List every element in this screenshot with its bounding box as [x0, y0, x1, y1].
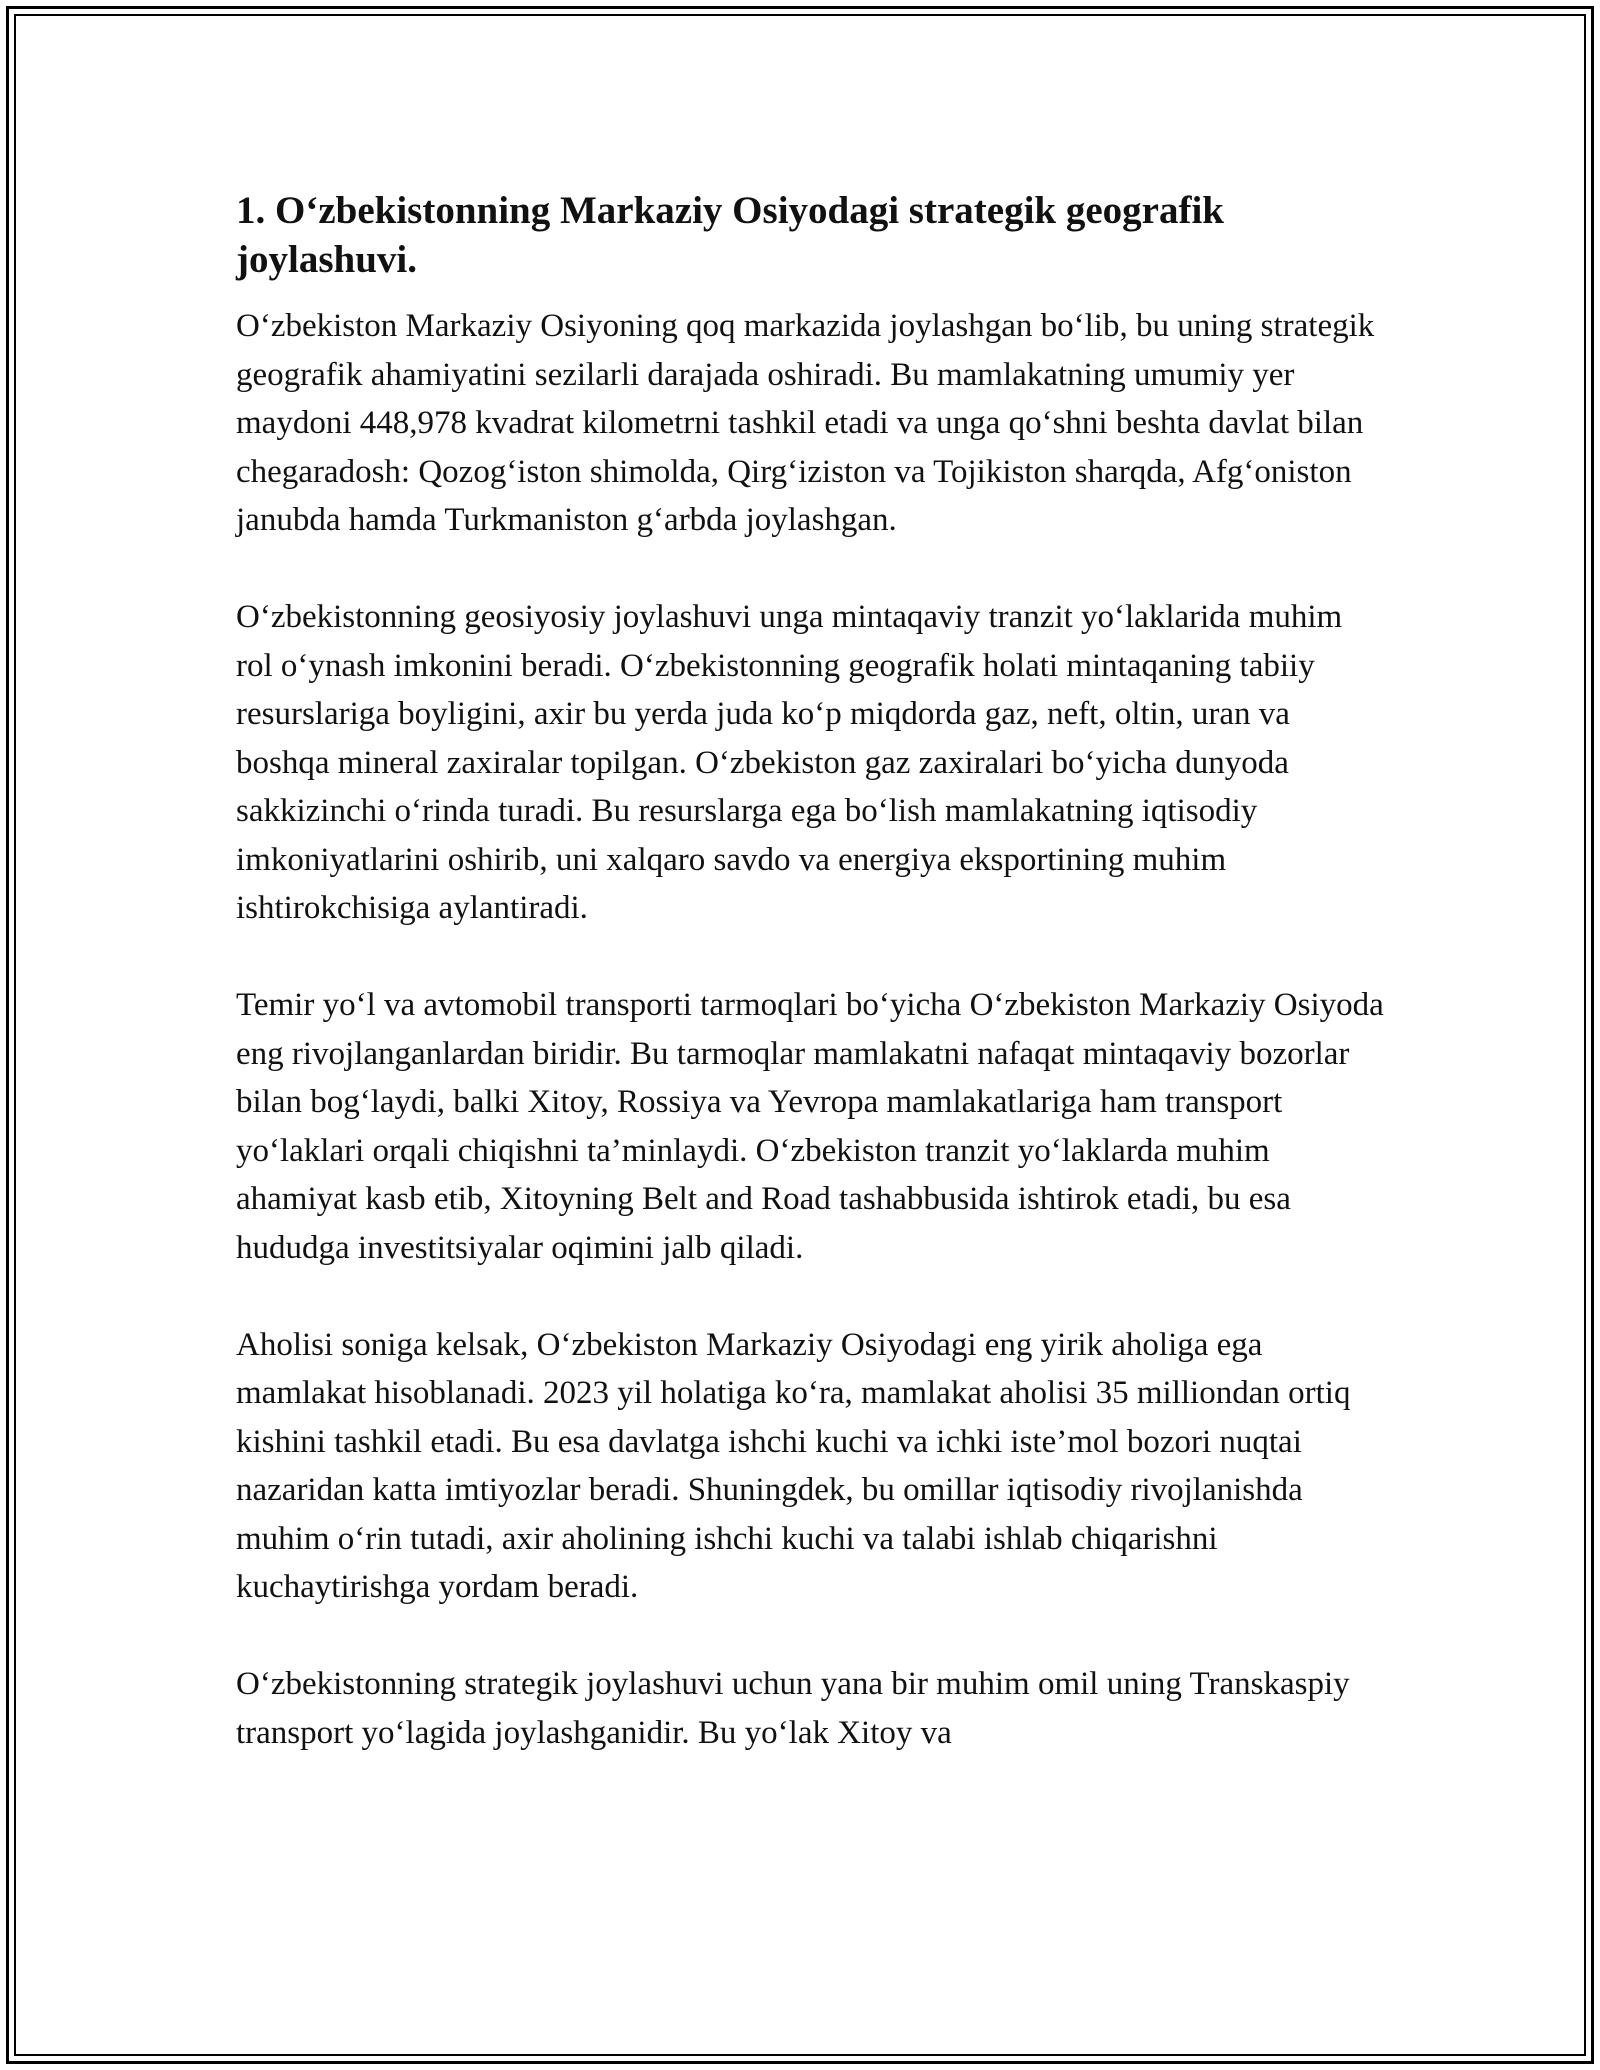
paragraph-geopolitics-resources: O‘zbekistonning geosiyosiy joylashuvi unga mintaqaviy tranzit yo‘laklarida muhim rol o‘ynash imkonini beradi. O‘zbekistonning geografik holati mintaqaning tabiiy resurslariga boyligini, axir bu yerda juda ko‘p miqdorda gaz, neft, oltin, uran va boshqa mineral zaxiralar topilgan. O‘zbekiston gaz zaxiralari bo‘yicha dunyoda sakkizinchi o‘rinda turadi. Bu resurslarga ega bo‘lish mamlakatning iqtisodiy imkoniyatlarini oshirib, uni xalqaro savdo va energiya eksportining muhim ishtirokchisiga aylantiradi.: [236, 599, 1343, 926]
paragraph-transport: Temir yo‘l va avtomobil transporti tarmoqlari bo‘yicha O‘zbekiston Markaziy Osiyoda eng rivojlanganlardan biridir. Bu tarmoqlar mamlakatni nafaqat mintaqaviy bozorlar bilan bog‘laydi, balki Xitoy, Rossiya va Yevropa mamlakatlariga ham transport yo‘laklari orqali chiqishni ta’minlaydi. O‘zbekiston tranzit yo‘laklarda muhim ahamiyat kasb etib, Xitoyning Belt and Road tashabbusida ishtirok etadi, bu esa hududga investitsiyalar oqimini jalb qiladi.: [236, 987, 1384, 1266]
paragraph-transcaspian: O‘zbekistonning strategik joylashuvi uchun yana bir muhim omil uning Transkaspiy transport yo‘lagida joylashganidir. Bu yo‘lak Xitoy va: [236, 1666, 1350, 1751]
paragraph-geography: O‘zbekiston Markaziy Osiyoning qoq markazida joylashgan bo‘lib, bu uning strategik geografik ahamiyatini sezilarli darajada oshiradi. Bu mamlakatning umumiy yer maydoni 448,978 kvadrat kilometrni tashkil etadi va unga qo‘shni beshta davlat bilan chegaradosh: Qozog‘iston shimolda, Qirg‘iziston va Tojikiston sharqda, Afg‘oniston janubda hamda Turkmaniston g‘arbda joylashgan.: [236, 308, 1375, 538]
section-heading: 1. O‘zbekistonning Markaziy Osiyodagi strategik geografik joylashuvi.: [236, 189, 1224, 281]
paragraph-population: Aholisi soniga kelsak, O‘zbekiston Markaziy Osiyodagi eng yirik aholiga ega mamlakat hisoblanadi. 2023 yil holatiga ko‘ra, mamlakat aholisi 35 milliondan ortiq kishini tashkil etadi. Bu esa davlatga ishchi kuchi va ichki iste’mol bozori nuqtai nazaridan katta imtiyozlar beradi. Shuningdek, bu omillar iqtisodiy rivojlanishda muhim o‘rin tutadi, axir aholining ishchi kuchi va talabi ishlab chiqarishni kuchaytirishga yordam beradi.: [236, 1326, 1351, 1605]
document-body: [236, 186, 1386, 1806]
